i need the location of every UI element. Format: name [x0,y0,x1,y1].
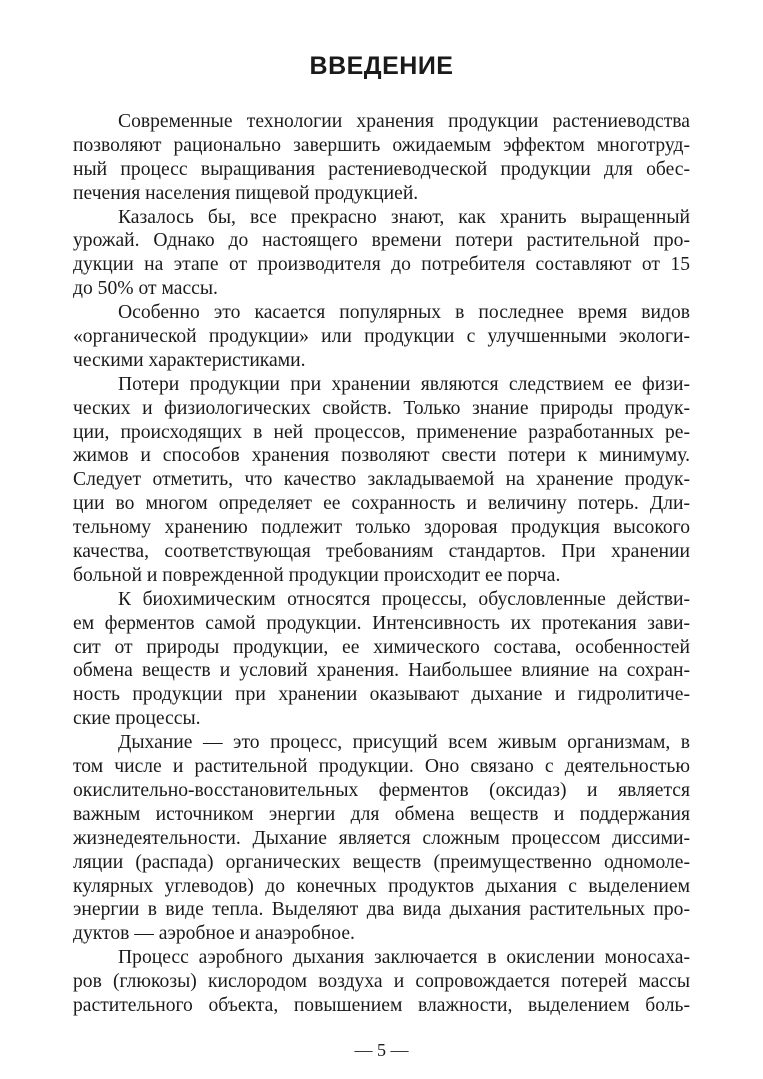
paragraph [73,946,690,1018]
text-line: ем ферментов самой продукции. Интенсивность их протекания зави- [73,612,690,634]
text-line: тельному хранению подлежит только здоровая продукция высокого [73,517,690,539]
text-line: качества, соответствующая требованиям стандартов. При хранении [73,541,690,563]
text-line: урожай. Однако до настоящего времени потери растительной про- [73,230,690,252]
text-line: важным источником энергии для обмена веществ и поддержания [73,803,690,825]
text-line: ции, происходящих в ней процессов, применение разработанных ре- [73,421,690,443]
text-line: энергии в виде тепла. Выделяют два вида дыхания растительных про- [73,899,690,921]
text-line: ции во многом определяет ее сохранность и величину потерь. Дли- [73,493,690,515]
text-line: позволяют рационально завершить ожидаемым эффектом многотруд- [73,134,690,156]
text-line: Современные технологии хранения продукции растениеводства [118,111,690,132]
text-line: сит от природы продукции, ее химического состава, особенностей [73,636,690,658]
text-line: ские процессы. [73,708,201,730]
text-line: том числе и растительной продукции. Оно связано с деятельностью [73,756,690,778]
page-number: — 5 — [354,1040,409,1060]
text-line: Особенно это касается популярных в последнее время видов [118,302,690,324]
text-line: больной и поврежденной продукции происходит ее порча. [73,564,561,586]
text-line: Потери продукции при хранении являются следствием ее физи- [118,373,690,395]
paragraph [73,373,690,588]
text-line: ческих и физиологических свойств. Только знание природы продук- [73,397,690,419]
text-line: Дыхание — это процесс, присущий всем живым организмам, в [118,732,690,754]
text-line: ляции (распада) органических веществ (преимущественно одномоле- [73,851,690,873]
text-line: до 50% от массы. [73,278,218,300]
text-line: растительного объекта, повышением влажности, выделением боль- [73,994,690,1016]
text-line: дукции на этапе от производителя до потребителя составляют от 15 [73,254,690,276]
text-line: Казалось бы, все прекрасно знают, как хранить выращенный [118,206,690,228]
text-line: окислительно-восстановительных ферментов (оксидаз) и является [73,779,690,801]
body-text [73,110,690,1018]
text-line: кулярных углеводов) до конечных продуктов дыхания с выделением [73,875,690,897]
text-line: жизнедеятельности. Дыхание является сложным процессом диссими- [73,827,690,849]
text-line: жимов и способов хранения позволяют свести потери к минимуму. [73,445,690,467]
text-line: ность продукции при хранении оказывают дыхание и гидролитиче- [73,684,690,706]
text-line: ров (глюкозы) кислородом воздуха и сопровождается потерей массы [73,971,690,993]
paragraph [73,588,690,731]
paragraph [73,301,690,373]
text-line: К биохимическим относятся процессы, обусловленные действи- [118,588,690,610]
text-line: Следует отметить, что качество закладываемой на хранение продук- [73,469,690,491]
text-line: ный процесс выращивания растениеводческой продукции для обес- [73,158,690,180]
paragraph [73,731,690,946]
text-line: дуктов — аэробное и анаэробное. [73,923,355,945]
text-line: Процесс аэробного дыхания заключается в окислении моносаха- [118,947,690,969]
text-line: «органической продукции» или продукции с улучшенными экологи- [73,326,690,348]
text-line: ческими характеристиками. [73,349,306,371]
text-line: печения населения пищевой продукцией. [73,182,419,204]
paragraph [73,110,690,206]
page-title: ВВЕДЕНИЕ [309,52,454,80]
paragraph [73,206,690,302]
text-line: обмена веществ и условий хранения. Наибольшее влияние на сохран- [73,660,690,682]
